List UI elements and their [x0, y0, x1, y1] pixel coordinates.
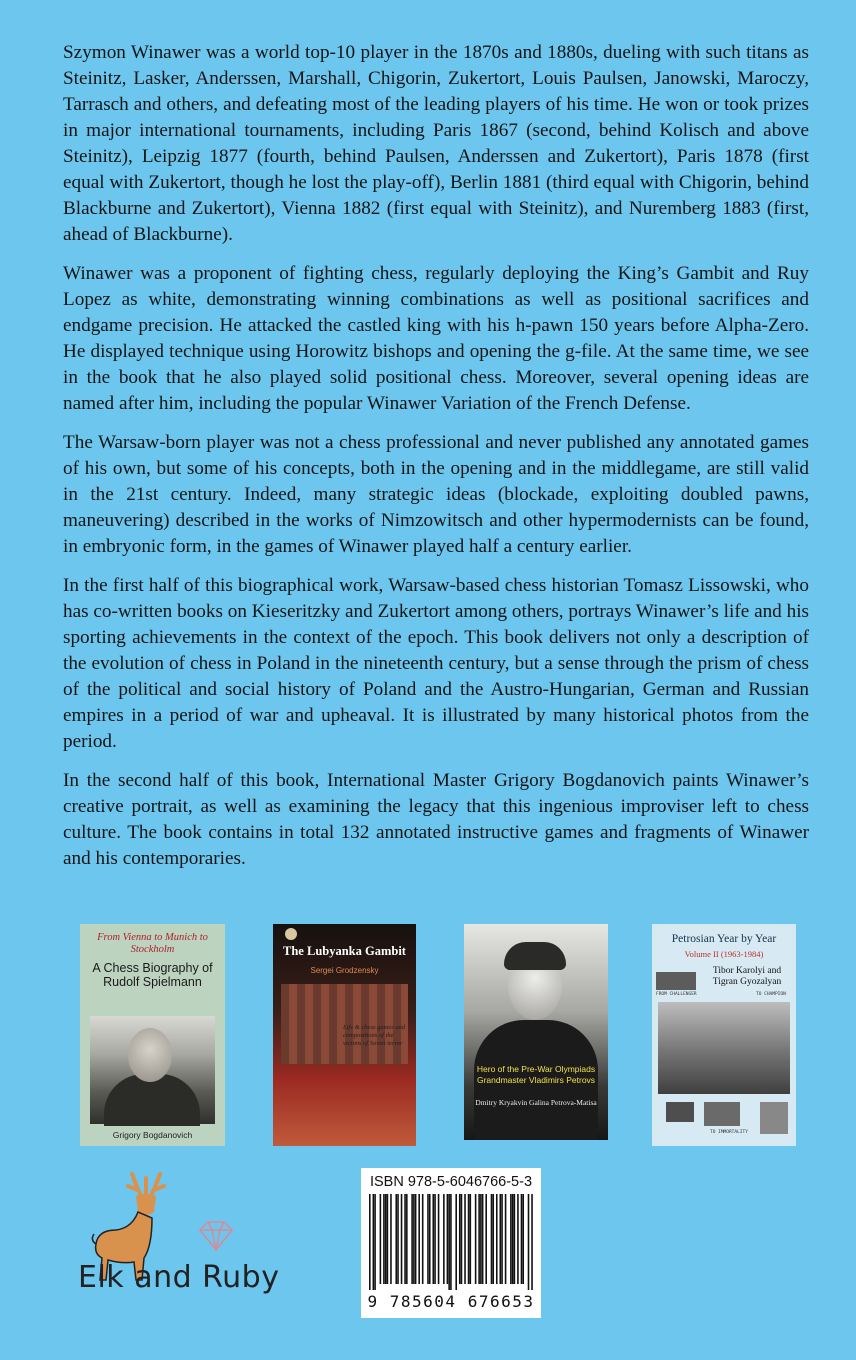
barcode-bar	[470, 1194, 472, 1284]
barcode-bar	[401, 1194, 403, 1284]
barcode-bar	[380, 1194, 382, 1284]
barcode-bar	[501, 1194, 503, 1284]
barcode-bar	[432, 1194, 434, 1284]
barcode-bar	[413, 1194, 415, 1284]
cover-to-label-2: TO IMMORTALITY	[710, 1130, 748, 1135]
portrait-photo	[90, 1016, 215, 1124]
barcode-bar	[455, 1194, 457, 1290]
barcode-bar	[415, 1194, 417, 1284]
barcode-bar	[383, 1194, 385, 1284]
isbn-label: ISBN 978-5-6046766-5-3	[369, 1174, 533, 1190]
barcode-bar	[450, 1194, 452, 1290]
barcode-bar	[429, 1194, 431, 1284]
paragraph-4: In the first half of this biographical work, Warsaw-based chess historian Tomasz Lissowski, who has co-written books on Kieseritzky and Zukertort among others, portrays Winawer’s life and his sporting achievements in the context of the epoch. This book delivers not only a description of the evolution of chess in Poland in the nineteenth century, but a sense through the prism of chess of the political and social history of Poland and the Austro-Hungarian, German and Russian empires in a period of war and upheaval. It is illustrated by many historical photos from the period.	[63, 575, 809, 752]
barcode-bar	[461, 1194, 463, 1284]
barcode-bar	[448, 1194, 450, 1290]
barcode-bar	[505, 1194, 507, 1284]
book-cover-lubyanka	[273, 924, 416, 1146]
cover-title: Petrosian Year by Year	[671, 933, 777, 945]
game-photo	[658, 1002, 790, 1094]
barcode-bar	[478, 1194, 480, 1284]
barcode-bar	[390, 1194, 392, 1284]
barcode-bar	[480, 1194, 482, 1284]
barcode-bar	[491, 1194, 493, 1284]
barcode-bar	[395, 1194, 397, 1284]
barcode-bar	[499, 1194, 501, 1284]
cover-title: Hero of the Pre-War Olympiads Grandmaster Vladimirs Petrovs	[476, 1064, 596, 1085]
barcode-bars	[369, 1194, 533, 1290]
cover-authors: Tibor Karolyi and Tigran Gyozalyan	[712, 966, 782, 987]
paragraph-3: The Warsaw-born player was not a chess professional and never published any annotated games of his own, but some of his concepts, both in the opening and in the middlegame, are still valid in the 21st century. Indeed, many strategic ideas (blockade, exploiting doubled pawns, maneuvering) described in the works of Nimzowitsch and other hypermodernists can be found, in embryonic form, in the games of Winawer played half a century earlier.	[63, 432, 809, 557]
barcode-bar	[528, 1194, 530, 1290]
cover-from-label: FROM CHALLENGER	[656, 992, 697, 997]
barcode-bar	[514, 1194, 516, 1284]
barcode-bar	[485, 1194, 487, 1284]
barcode-bar	[373, 1194, 375, 1290]
barcode-bar	[427, 1194, 429, 1284]
description-text	[63, 40, 809, 885]
barcode-bar	[512, 1194, 514, 1284]
paragraph-5: In the second half of this book, International Master Grigory Bogdanovich paints Winawer’s creative portrait, as well as examining the legacy that this ingenious improviser left to chess culture. The book contains in total 132 annotated instructive games and fragments of Winawer and his contemporaries.	[63, 770, 809, 869]
cover-tagline: Life & chess games and compositions of the victims of Soviet terror	[343, 1024, 406, 1047]
book-cover-petrovs	[464, 924, 608, 1140]
cover-authors: Dmitry Kryakvin Galina Petrova-Matisa	[475, 1098, 597, 1107]
barcode-bar	[468, 1194, 470, 1284]
barcode-bar	[522, 1194, 524, 1284]
barcode-bar	[369, 1194, 371, 1290]
cover-title: The Lubyanka Gambit	[283, 944, 406, 958]
cover-title: A Chess Biography of Rudolf Spielmann	[92, 961, 213, 989]
barcode-bar	[404, 1194, 406, 1284]
photo-thumbnail	[656, 972, 696, 990]
barcode-bar	[422, 1194, 424, 1284]
barcode-bar	[459, 1194, 461, 1284]
paragraph-1: Szymon Winawer was a world top-10 player in the 1870s and 1880s, dueling with such titans as Steinitz, Lasker, Anderssen, Marshall, Chigorin, Zukertort, Louis Paulsen, Janowski, Maroczy, Tarrasch and others, and defeating most of the leading players of his time. He won or took prizes in major international tournaments, including Paris 1867 (second, behind Kolisch and above Steinitz), Leipzig 1877 (fourth, behind Paulsen, Anderssen and Zukertort), Paris 1878 (first equal with Zukertort, though he lost the play-off), Berlin 1881 (third equal with Chigorin, behind Blackburne and Zukertort), Vienna 1882 (first equal with Steinitz), and Nuremberg 1883 (first, ahead of Blackburne).	[63, 42, 809, 245]
barcode-bar	[464, 1194, 466, 1284]
cover-author: Sergei Grodzensky	[310, 966, 379, 975]
barcode-bar	[521, 1194, 523, 1284]
barcode-bar	[387, 1194, 389, 1284]
barcode-bar	[434, 1194, 436, 1284]
barcode-bar	[443, 1194, 445, 1284]
barcode-bar	[475, 1194, 477, 1284]
barcode-bar	[406, 1194, 408, 1284]
barcode-bar	[531, 1194, 533, 1290]
barcode-bar	[496, 1194, 498, 1284]
publisher-name: Elk and Ruby	[78, 1260, 280, 1295]
barcode-bar	[492, 1194, 494, 1284]
barcode-bar	[385, 1194, 387, 1284]
barcode-bar	[517, 1194, 519, 1284]
isbn-barcode	[361, 1168, 541, 1318]
cover-subtitle: From Vienna to Munich to Stockholm	[97, 932, 208, 955]
barcode-bar	[438, 1194, 440, 1284]
barcode-bar	[374, 1194, 376, 1290]
book-cover-petrosian	[652, 924, 796, 1146]
barcode-bar	[447, 1194, 449, 1284]
related-books	[0, 924, 856, 1148]
barcode-bar	[510, 1194, 512, 1284]
moon-icon	[285, 928, 297, 940]
cover-volume: Volume II (1963-1984)	[684, 949, 764, 959]
cover-to-label: TO CHAMPION	[756, 992, 786, 997]
cover-author: Grigory Bogdanovich	[112, 1130, 193, 1140]
book-cover-spielmann	[80, 924, 225, 1146]
isbn-digits: 9 785604 676653	[367, 1292, 535, 1311]
barcode-bar	[418, 1194, 420, 1284]
barcode-bar	[411, 1194, 413, 1284]
barcode-bar	[482, 1194, 484, 1284]
ruby-icon	[200, 1222, 232, 1250]
paragraph-2: Winawer was a proponent of fighting chess, regularly deploying the King’s Gambit and Ruy Lopez as white, demonstrating winning combinations as well as positional sacrifices and endgame precision. He attacked the castled king with his h-pawn 150 years before Alpha-Zero. He displayed technique using Horowitz bishops and opening the g-file. At the same time, we see in the book that he also played solid positional chess. Moreover, several opening ideas are named after him, including the popular Winawer Variation of the French Defense.	[63, 263, 809, 414]
barcode-bar	[397, 1194, 399, 1284]
